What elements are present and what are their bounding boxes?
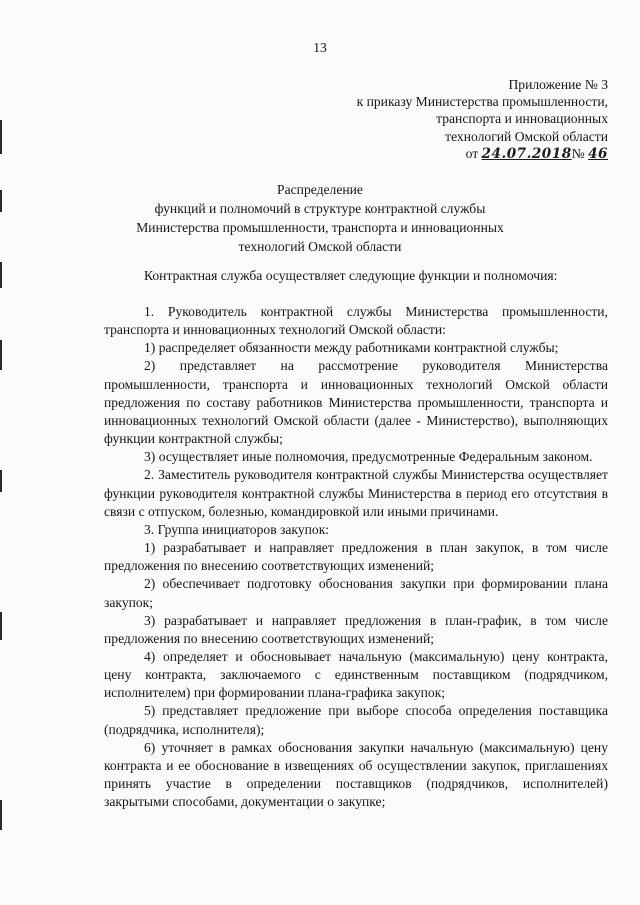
heading-line: Министерства промышленности, транспорта и инновационных [136,220,504,235]
document-body [104,303,608,811]
appendix-date-line [466,145,608,163]
body-paragraph: 3) разрабатывает и направляет предложения в план-график, в том числе предложения по внесению соответствующих изменений; [104,612,608,646]
number-prefix: № [571,145,585,161]
heading-line: технологий Омской области [238,239,402,254]
appendix-line: технологий Омской области [445,128,608,144]
appendix-line: к приказу Министерства промышленности, [356,94,608,110]
body-paragraph: 1) распределяет обязанности между работниками контрактной службы; [144,340,559,356]
body-paragraph: 4) определяет и обосновывает начальную (максимальную) цену контракта, цену контракта, заключаемого с единственным поставщиком (подрядчиком, исполнителем) при формировании плана-графика закупок; [104,648,608,701]
body-paragraph: 2. Заместитель руководителя контрактной службы Министерства осуществляет функции руководителя контрактной службы Министерства в период его отсутствия в связи с отпуском, болезнью, командировкой или иными причинами. [104,467,608,519]
intro-text: Контрактная служба осуществляет следующие функции и полномочия: [144,268,558,283]
heading-line: функций и полномочий в структуре контрактной службы [154,201,486,216]
page-number: 13 [313,40,327,55]
scan-edge-mark [0,800,2,830]
handwritten-number: 46 [588,145,608,162]
body-paragraph: 2) обеспечивает подготовку обоснования закупки при формировании плана закупок; [104,576,608,610]
appendix-title: Приложение № 3 [508,77,608,92]
appendix-line: транспорта и инновационных [436,111,608,127]
document-heading [120,180,520,256]
body-paragraph: 6) уточняет в рамках обоснования закупки начальную (максимальную) цену контракта и ее обоснование в извещениях об осуществлении закупок, приглашениях принять участие в определении поставщиков (подрядчиков, исполнителей) закрытыми способами, документации о закупке; [104,739,608,810]
body-paragraph: 1. Руководитель контрактной службы Министерства промышленности, транспорта и инновационных технологий Омской области: [104,304,608,338]
body-paragraph: 5) представляет предложение при выборе способа определения поставщика (подрядчика, исполнителя); [104,703,608,737]
scan-edge-mark [0,190,2,212]
scan-edge-mark [0,120,2,154]
scan-edge-mark [0,470,2,492]
scan-edge-mark [0,612,2,640]
body-paragraph: 2) представляет на рассмотрение руководителя Министерства промышленности, транспорта и инновационных технологий Омской области предложения по составу работников Министерства промышленности, транспорта и инновационных технологий Омской области (далее - Министерство), выполняющих функции контрактной службы; [104,358,608,447]
scan-edge-mark [0,340,2,370]
heading-line: Распределение [277,182,363,197]
body-paragraph: 3) осуществляет иные полномочия, предусмотренные Федеральным законом. [144,449,593,465]
date-prefix: от [465,145,479,161]
appendix-block [357,76,608,163]
body-paragraph: 1) разрабатывает и направляет предложения в план закупок, в том числе предложения по внесению соответствующих изменений; [104,540,608,574]
body-paragraph: 3. Группа инициаторов закупок: [144,521,330,537]
scan-edge-mark [0,262,2,288]
handwritten-date: 24.07.2018 [481,145,572,162]
